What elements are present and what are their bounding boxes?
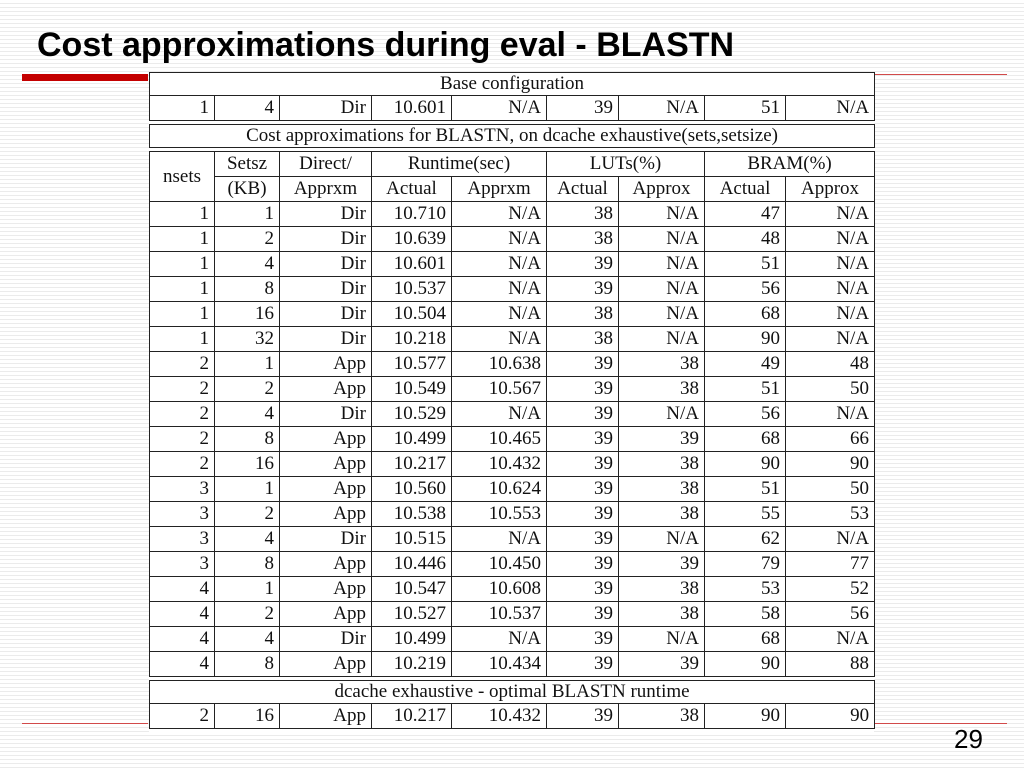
table-cell: Dir xyxy=(280,627,372,652)
table-cell: 53 xyxy=(786,502,875,527)
table-cell: 38 xyxy=(619,377,705,402)
table-row xyxy=(150,477,875,502)
table-cell: 2 xyxy=(150,402,215,427)
table-cell: 10.577 xyxy=(372,352,452,377)
table-cell: 10.450 xyxy=(452,552,547,577)
table-row xyxy=(150,627,875,652)
table-cell: N/A xyxy=(452,402,547,427)
table-row xyxy=(150,252,875,277)
table-cell: 90 xyxy=(705,704,786,729)
col-header-direct: Direct/ xyxy=(280,152,372,177)
table-cell: 10.549 xyxy=(372,377,452,402)
table-cell: 39 xyxy=(547,427,619,452)
table-cell: 1 xyxy=(215,202,280,227)
table-cell: 10.465 xyxy=(452,427,547,452)
table-cell: N/A xyxy=(786,327,875,352)
table-row xyxy=(150,277,875,302)
table-cell: 38 xyxy=(547,302,619,327)
table-cell: 1 xyxy=(215,577,280,602)
table-cell: 2 xyxy=(215,502,280,527)
table-cell: 4 xyxy=(150,652,215,677)
col-header-kb: (KB) xyxy=(215,177,280,202)
table-row xyxy=(150,227,875,252)
table-cell: 10.553 xyxy=(452,502,547,527)
table-cell: App xyxy=(280,552,372,577)
table-cell: 68 xyxy=(705,427,786,452)
table-cell: 39 xyxy=(547,377,619,402)
table-cell: 88 xyxy=(786,652,875,677)
table-cell: N/A xyxy=(619,202,705,227)
table-cell: 38 xyxy=(547,227,619,252)
table-cell: 90 xyxy=(786,704,875,729)
table-cell: 10.601 xyxy=(372,252,452,277)
data-rows xyxy=(150,202,875,677)
table-cell: Dir xyxy=(280,302,372,327)
table-cell: 50 xyxy=(786,377,875,402)
table-cell: 1 xyxy=(215,477,280,502)
table-row xyxy=(150,377,875,402)
table-cell: N/A xyxy=(786,302,875,327)
table-cell: N/A xyxy=(452,627,547,652)
table-cell: 4 xyxy=(215,527,280,552)
table-cell: 10.710 xyxy=(372,202,452,227)
table-cell: 10.638 xyxy=(452,352,547,377)
base-config-row xyxy=(150,96,875,121)
table-cell: 10.499 xyxy=(372,627,452,652)
table-cell: N/A xyxy=(619,302,705,327)
table-cell: 90 xyxy=(705,652,786,677)
table-row xyxy=(150,552,875,577)
table-cell: 10.219 xyxy=(372,652,452,677)
table-cell: 52 xyxy=(786,577,875,602)
table-cell: 3 xyxy=(150,527,215,552)
table-cell: 51 xyxy=(705,252,786,277)
table-cell: N/A xyxy=(619,227,705,252)
table-cell: 68 xyxy=(705,627,786,652)
table-cell: N/A xyxy=(786,252,875,277)
base-config-title: Base configuration xyxy=(150,73,875,96)
table-cell: 39 xyxy=(547,252,619,277)
table-cell: 1 xyxy=(150,227,215,252)
table-cell: 38 xyxy=(619,477,705,502)
table-row xyxy=(150,527,875,552)
table-cell: N/A xyxy=(619,327,705,352)
table-cell: App xyxy=(280,377,372,402)
table-row xyxy=(150,202,875,227)
table-cell: 2 xyxy=(215,602,280,627)
table-cell: N/A xyxy=(619,96,705,121)
slide-number: 29 xyxy=(954,724,983,754)
table-cell: 10.432 xyxy=(452,704,547,729)
table-cell: 39 xyxy=(547,402,619,427)
table-cell: 90 xyxy=(705,327,786,352)
table-cell: N/A xyxy=(452,96,547,121)
col-header-apprxm: Apprxm xyxy=(280,177,372,202)
table-cell: 1 xyxy=(150,327,215,352)
table-cell: N/A xyxy=(619,627,705,652)
table-cell: N/A xyxy=(619,277,705,302)
col-header-bram: BRAM(%) xyxy=(705,152,875,177)
table-cell: 8 xyxy=(215,277,280,302)
col-header-luts-actual: Actual xyxy=(547,177,619,202)
table-cell: 2 xyxy=(150,704,215,729)
table-cell: 10.639 xyxy=(372,227,452,252)
table-cell: Dir xyxy=(280,252,372,277)
table-cell: 10.608 xyxy=(452,577,547,602)
table-cell: Dir xyxy=(280,96,372,121)
table-cell: 2 xyxy=(215,377,280,402)
table-cell: 51 xyxy=(705,96,786,121)
table-cell: 10.547 xyxy=(372,577,452,602)
table-cell: 39 xyxy=(547,477,619,502)
table-cell: App xyxy=(280,704,372,729)
table-cell: 4 xyxy=(215,96,280,121)
table-cell: 10.446 xyxy=(372,552,452,577)
table-cell: 32 xyxy=(215,327,280,352)
table-cell: 3 xyxy=(150,502,215,527)
table-cell: 39 xyxy=(547,577,619,602)
col-header-setsz: Setsz xyxy=(215,152,280,177)
table-cell: 56 xyxy=(705,402,786,427)
table-row xyxy=(150,577,875,602)
table-cell: Dir xyxy=(280,402,372,427)
table-cell: 1 xyxy=(150,252,215,277)
table-cell: 38 xyxy=(619,502,705,527)
table-cell: 10.504 xyxy=(372,302,452,327)
table-cell: 39 xyxy=(619,652,705,677)
table-cell: 10.434 xyxy=(452,652,547,677)
table-cell: 90 xyxy=(705,452,786,477)
table-cell: 16 xyxy=(215,302,280,327)
table-cell: Dir xyxy=(280,277,372,302)
table-row xyxy=(150,427,875,452)
table-cell: Dir xyxy=(280,327,372,352)
table-cell: 39 xyxy=(547,627,619,652)
table-row xyxy=(150,502,875,527)
table-cell: 2 xyxy=(150,352,215,377)
footer-line-right xyxy=(875,723,1007,724)
col-header-luts: LUTs(%) xyxy=(547,152,705,177)
col-header-bram-actual: Actual xyxy=(705,177,786,202)
table-cell: 10.499 xyxy=(372,427,452,452)
table-cell: 4 xyxy=(215,627,280,652)
table-cell: 10.567 xyxy=(452,377,547,402)
table-cell: N/A xyxy=(452,202,547,227)
optimal-table xyxy=(149,680,875,729)
table-cell: 2 xyxy=(150,452,215,477)
table-cell: 48 xyxy=(705,227,786,252)
table-row xyxy=(150,402,875,427)
table-cell: 38 xyxy=(547,202,619,227)
table-cell: 62 xyxy=(705,527,786,552)
table-cell: N/A xyxy=(619,527,705,552)
base-config-table xyxy=(149,72,875,121)
table-cell: 48 xyxy=(786,352,875,377)
table-cell: N/A xyxy=(786,202,875,227)
table-cell: 16 xyxy=(215,452,280,477)
table-cell: 39 xyxy=(547,527,619,552)
header-row-1 xyxy=(150,152,875,177)
table-cell: 77 xyxy=(786,552,875,577)
table-cell: App xyxy=(280,352,372,377)
col-header-luts-approx: Approx xyxy=(619,177,705,202)
table-cell: 4 xyxy=(150,627,215,652)
title-accent-line xyxy=(875,74,1007,75)
col-header-runtime: Runtime(sec) xyxy=(372,152,547,177)
col-header-nsets: nsets xyxy=(150,152,215,202)
table-cell: 68 xyxy=(705,302,786,327)
table-cell: 39 xyxy=(619,427,705,452)
col-header-runtime-apprxm: Apprxm xyxy=(452,177,547,202)
table-cell: 38 xyxy=(619,352,705,377)
table-cell: 55 xyxy=(705,502,786,527)
table-cell: 10.537 xyxy=(372,277,452,302)
table-cell: 1 xyxy=(215,352,280,377)
optimal-row xyxy=(150,704,875,729)
section-title-row xyxy=(150,125,875,148)
table-cell: 3 xyxy=(150,552,215,577)
table-cell: 90 xyxy=(786,452,875,477)
slide-title: Cost approximations during eval - BLASTN xyxy=(37,26,735,64)
table-cell: Dir xyxy=(280,202,372,227)
table-cell: 3 xyxy=(150,477,215,502)
table-cell: 10.217 xyxy=(372,704,452,729)
table-cell: 39 xyxy=(547,704,619,729)
table-cell: 66 xyxy=(786,427,875,452)
table-cell: 39 xyxy=(547,502,619,527)
table-cell: 50 xyxy=(786,477,875,502)
header-row-2 xyxy=(150,177,875,202)
table-cell: 8 xyxy=(215,652,280,677)
table-cell: App xyxy=(280,427,372,452)
table-cell: N/A xyxy=(452,227,547,252)
table-cell: 1 xyxy=(150,96,215,121)
table-cell: 39 xyxy=(547,277,619,302)
table-cell: 39 xyxy=(547,652,619,677)
table-cell: N/A xyxy=(786,227,875,252)
table-cell: Dir xyxy=(280,527,372,552)
table-cell: N/A xyxy=(786,627,875,652)
table-cell: 2 xyxy=(150,427,215,452)
table-cell: 79 xyxy=(705,552,786,577)
table-cell: 4 xyxy=(215,252,280,277)
table-cell: 10.432 xyxy=(452,452,547,477)
table-cell: 38 xyxy=(619,577,705,602)
table-cell: N/A xyxy=(452,527,547,552)
table-cell: App xyxy=(280,577,372,602)
table-cell: 39 xyxy=(547,602,619,627)
section-title: Cost approximations for BLASTN, on dcache exhaustive(sets,setsize) xyxy=(150,125,875,148)
table-cell: N/A xyxy=(619,252,705,277)
table-cell: 8 xyxy=(215,427,280,452)
table-cell: N/A xyxy=(619,402,705,427)
table-cell: 49 xyxy=(705,352,786,377)
table-cell: 53 xyxy=(705,577,786,602)
table-cell: 10.537 xyxy=(452,602,547,627)
table-cell: 2 xyxy=(150,377,215,402)
table-row xyxy=(150,327,875,352)
table-cell: 2 xyxy=(215,227,280,252)
table-row xyxy=(150,452,875,477)
cost-approx-table xyxy=(149,124,875,148)
table-cell: N/A xyxy=(786,402,875,427)
optimal-title: dcache exhaustive - optimal BLASTN runtime xyxy=(150,681,875,704)
table-cell: 47 xyxy=(705,202,786,227)
table-cell: 39 xyxy=(547,552,619,577)
table-cell: 39 xyxy=(547,352,619,377)
table-cell: 10.527 xyxy=(372,602,452,627)
table-cell: 10.218 xyxy=(372,327,452,352)
table-cell: 1 xyxy=(150,277,215,302)
table-cell: N/A xyxy=(452,277,547,302)
table-cell: 51 xyxy=(705,477,786,502)
table-cell: N/A xyxy=(786,527,875,552)
table-cell: App xyxy=(280,502,372,527)
table-cell: N/A xyxy=(786,277,875,302)
cost-data-table xyxy=(149,151,875,677)
table-cell: App xyxy=(280,602,372,627)
table-cell: 10.217 xyxy=(372,452,452,477)
table-cell: 4 xyxy=(150,602,215,627)
table-cell: 38 xyxy=(547,327,619,352)
table-cell: 10.529 xyxy=(372,402,452,427)
table-cell: N/A xyxy=(452,327,547,352)
table-cell: 38 xyxy=(619,704,705,729)
results-table xyxy=(149,72,874,732)
table-cell: N/A xyxy=(786,96,875,121)
table-row xyxy=(150,352,875,377)
table-row xyxy=(150,602,875,627)
table-cell: 10.601 xyxy=(372,96,452,121)
table-cell: 39 xyxy=(619,552,705,577)
table-cell: 10.515 xyxy=(372,527,452,552)
table-cell: N/A xyxy=(452,252,547,277)
table-cell: 56 xyxy=(705,277,786,302)
col-header-runtime-actual: Actual xyxy=(372,177,452,202)
table-cell: App xyxy=(280,477,372,502)
table-row xyxy=(150,302,875,327)
table-cell: 10.624 xyxy=(452,477,547,502)
table-cell: 4 xyxy=(150,577,215,602)
col-header-bram-approx: Approx xyxy=(786,177,875,202)
footer-line-left xyxy=(22,723,148,724)
table-cell: 56 xyxy=(786,602,875,627)
table-cell: 38 xyxy=(619,452,705,477)
table-cell: 1 xyxy=(150,202,215,227)
table-cell: 51 xyxy=(705,377,786,402)
table-cell: Dir xyxy=(280,227,372,252)
table-cell: N/A xyxy=(452,302,547,327)
title-accent-bar xyxy=(22,74,148,81)
table-cell: App xyxy=(280,452,372,477)
table-cell: 16 xyxy=(215,704,280,729)
table-cell: 4 xyxy=(215,402,280,427)
table-cell: 8 xyxy=(215,552,280,577)
base-config-title-row xyxy=(150,73,875,96)
table-cell: 38 xyxy=(619,602,705,627)
optimal-title-row xyxy=(150,681,875,704)
table-cell: App xyxy=(280,652,372,677)
table-cell: 39 xyxy=(547,96,619,121)
table-cell: 1 xyxy=(150,302,215,327)
table-cell: 10.560 xyxy=(372,477,452,502)
table-row xyxy=(150,652,875,677)
table-cell: 39 xyxy=(547,452,619,477)
table-cell: 58 xyxy=(705,602,786,627)
table-cell: 10.538 xyxy=(372,502,452,527)
